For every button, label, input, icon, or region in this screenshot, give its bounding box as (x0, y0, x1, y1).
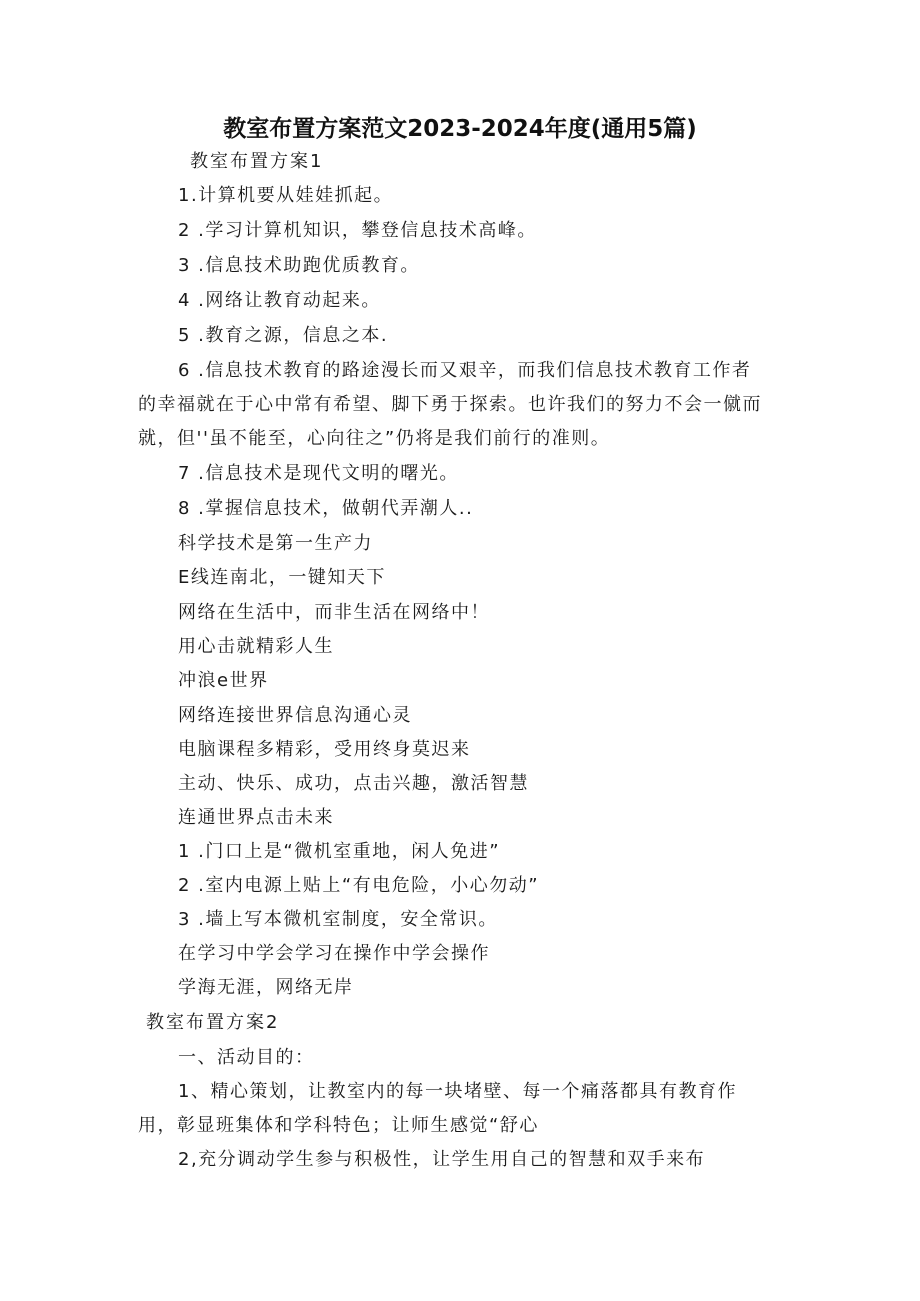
section-heading-1: 教室布置方案1 (190, 151, 324, 172)
document-title: 教室布置方案范文2023-2024年度(通用5篇) (223, 116, 697, 142)
text-line: 3 .信息技术助跑优质教育。 (178, 255, 420, 276)
text-line: 用，彰显班集体和学科特色；让师生感觉“舒心 (138, 1115, 539, 1136)
text-line: 2,充分调动学生参与积极性，让学生用自己的智慧和双手来布 (178, 1149, 706, 1170)
text-line: 在学习中学会学习在操作中学会操作 (178, 943, 490, 964)
text-line: 8 .掌握信息技术，做朝代弄潮人.. (178, 498, 474, 519)
text-line: E线连南北，一键知天下 (178, 567, 386, 588)
text-line: 冲浪e世界 (178, 670, 269, 691)
text-line: 7 .信息技术是现代文明的曙光。 (178, 463, 459, 484)
text-line: 用心击就精彩人生 (178, 636, 334, 657)
text-line: 网络在生活中，而非生活在网络中！ (178, 602, 490, 623)
text-line: 的幸福就在于心中常有希望、脚下勇于探索。也许我们的努力不会一僦而 (138, 394, 762, 415)
text-line: 主动、快乐、成功，点击兴趣，激活智慧 (178, 773, 529, 794)
text-line: 科学技术是第一生产力 (178, 533, 373, 554)
text-line: 5 .教育之源，信息之本. (178, 325, 389, 346)
text-line: 学海无涯，网络无岸 (178, 977, 354, 998)
text-line: 电脑课程多精彩，受用终身莫迟来 (178, 739, 471, 760)
text-line: 就，但''虽不能至，心向往之”仍将是我们前行的准则。 (138, 428, 611, 449)
text-line: 一、活动目的： (178, 1047, 315, 1068)
section-heading-2: 教室布置方案2 (146, 1012, 280, 1033)
text-line: 连通世界点击未来 (178, 807, 334, 828)
text-line: 2 .室内电源上贴上“有电危险，小心勿动” (178, 875, 540, 896)
text-line: 网络连接世界信息沟通心灵 (178, 705, 412, 726)
text-line: 6 .信息技术教育的路途漫长而又艰辛，而我们信息技术教育工作者 (178, 360, 752, 381)
text-line: 1.计算机要从娃娃抓起。 (178, 185, 394, 206)
text-line: 4 .网络让教育动起来。 (178, 290, 381, 311)
text-line: 3 .墙上写本微机室制度，安全常识。 (178, 909, 498, 930)
text-line: 1、精心策划，让教室内的每一块堵壁、每一个痛落都具有教育作 (178, 1081, 737, 1102)
text-line: 1 .门口上是“微机室重地，闲人免进” (178, 841, 501, 862)
text-line: 2 .学习计算机知识，攀登信息技术高峰。 (178, 220, 537, 241)
